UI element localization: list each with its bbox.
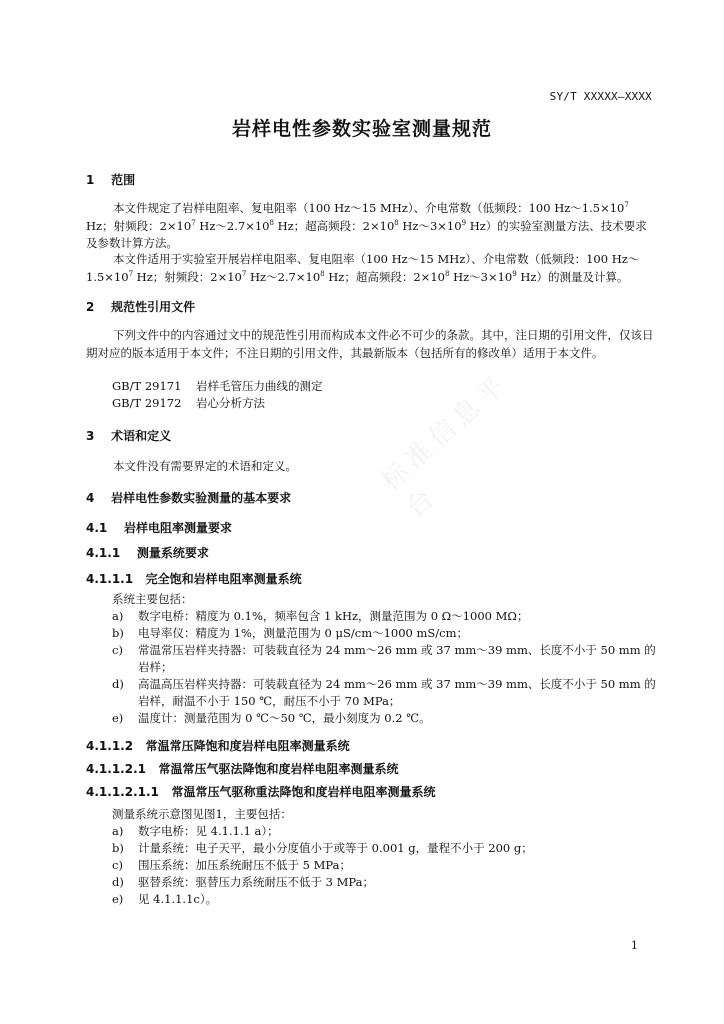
- section-title: 测量系统要求: [136, 546, 209, 560]
- section-4-1-1-heading: [86, 544, 209, 561]
- superscript: 8: [394, 218, 399, 227]
- list-marker: a): [112, 609, 124, 623]
- list-marker: e): [112, 892, 124, 906]
- section-number: 4.1.1: [86, 546, 121, 560]
- section-number: 4.1.1.2.1.1: [86, 785, 159, 799]
- text-run: Hz；射频段：2×10: [86, 218, 192, 233]
- list-item: [112, 710, 660, 727]
- standard-code: SY/T XXXXX—XXXX: [549, 90, 652, 103]
- section-4-1-1-2-heading: [86, 737, 350, 754]
- terms-paragraph: 本文件没有需要界定的术语和定义。: [113, 459, 297, 473]
- list-item-text: 计量系统：电子天平，最小分度值小于或等于 0.001 g，量程不小于 200 g；: [138, 841, 533, 855]
- reference-code: GB/T 29171: [112, 379, 182, 393]
- list-item-text: 围压系统：加压系统耐压不低于 5 MPa；: [138, 858, 351, 872]
- section-number: 4.1: [86, 521, 108, 535]
- list-item-text: 温度计：测量范围为 0 ℃～50 ℃，最小刻度为 0.2 ℃。: [138, 711, 431, 725]
- section-4-1-1-1-heading: [86, 570, 302, 587]
- list-item-text: 见 4.1.1.1c）。: [138, 892, 218, 906]
- list-item: [112, 840, 660, 857]
- section-number: 4: [86, 491, 95, 505]
- list-item: [112, 676, 660, 710]
- section-number: 4.1.1.1: [86, 572, 134, 586]
- page-number: 1: [631, 939, 638, 952]
- text-run: Hz～2.7×10: [195, 218, 270, 233]
- list-marker: e): [112, 711, 124, 725]
- normative-references-paragraph: 下列文件中的内容通过文中的规范性引用而构成本文件必不可少的条款。其中，注日期的引用文件，仅该日期对应的版本适用于本文件；不注日期的引用文件，其最新版本（包括所有的修改单）适用于本文件。: [86, 328, 654, 360]
- reference-title: 岩心分析方法: [196, 396, 266, 410]
- superscript: 9: [461, 218, 467, 227]
- superscript: 7: [624, 201, 629, 209]
- list-intro: 测量系统示意图见图1，主要包括：: [112, 807, 292, 821]
- superscript: 9: [512, 269, 517, 278]
- list-item-text: 数字电桥：精度为 0.1%，频率包含 1 kHz，测量范围为 0 Ω～1000 MΩ；: [138, 609, 529, 623]
- text-run: Hz～3×10: [398, 218, 462, 233]
- section-number: 1: [86, 173, 95, 187]
- list-item: [112, 608, 660, 625]
- list-item-text: 常温常压岩样夹持器：可装载直径为 24 mm～26 mm 或 37 mm～39 mm、长度不小于 50 mm 的岩样；: [138, 643, 656, 674]
- superscript: 8: [269, 218, 274, 227]
- reference-item: [112, 378, 323, 394]
- list-marker: d): [112, 875, 124, 889]
- section-3-heading: [86, 427, 171, 444]
- section-number: 4.1.1.2.1: [86, 762, 146, 776]
- section-number: 3: [86, 429, 95, 443]
- list-item: [112, 642, 660, 676]
- section-4-heading: [86, 489, 291, 506]
- section-title: 常温常压气驱法降饱和度岩样电阻率测量系统: [158, 762, 399, 776]
- list-item: [112, 874, 660, 891]
- list-item: [112, 823, 660, 840]
- reference-title: 岩样毛管压力曲线的测定: [196, 379, 323, 393]
- text-run: Hz）的实验室测量方法、技术要求及参数计算方法。: [86, 218, 647, 250]
- watermark: 标准信息平台: [376, 367, 516, 525]
- section-title: 常温常压降饱和度岩样电阻率测量系统: [145, 739, 350, 753]
- superscript: 7: [191, 218, 196, 227]
- list-marker: c): [112, 643, 123, 657]
- text-run: Hz；射频段：2×10: [133, 269, 242, 284]
- scope-paragraph-2: [86, 251, 658, 286]
- section-title: 术语和定义: [111, 429, 172, 443]
- text-run: Hz；超高频段：2×10: [324, 269, 445, 284]
- section-title: 规范性引用文件: [111, 300, 196, 314]
- superscript: 7: [241, 269, 247, 278]
- section-number: 2: [86, 300, 95, 314]
- list-item: [112, 857, 660, 874]
- section-1-heading: [86, 171, 135, 188]
- list-marker: c): [112, 858, 123, 872]
- list-item: [112, 891, 660, 908]
- list-item-text: 电导率仪：精度为 1%，测量范围为 0 μS/cm～1000 mS/cm；: [138, 626, 469, 640]
- section-number: 4.1.1.2: [86, 739, 134, 753]
- reference-code: GB/T 29172: [112, 396, 182, 410]
- section-title: 岩样电性参数实验测量的基本要求: [111, 491, 292, 505]
- list-intro: 系统主要包括：: [112, 592, 193, 606]
- list-item-text: 数字电桥：见 4.1.1.1 a）；: [138, 824, 279, 838]
- section-title: 完全饱和岩样电阻率测量系统: [145, 572, 302, 586]
- list-marker: b): [112, 626, 124, 640]
- list-marker: d): [112, 677, 124, 691]
- text-run: Hz～2.7×10: [246, 269, 321, 284]
- list-marker: a): [112, 824, 124, 838]
- superscript: 8: [444, 269, 450, 278]
- scope-paragraph-1: [86, 200, 658, 253]
- section-2-heading: [86, 298, 195, 315]
- text-run: 本文件规定了岩样电阻率、复电阻率（100 Hz～15 MHz）、介电常数（低频段：100 Hz～1.5×10: [113, 201, 625, 215]
- list-item-text: 高温高压岩样夹持器：可装载直径为 24 mm～26 mm 或 37 mm～39 mm、长度不小于 50 mm 的岩样，耐温不小于 150 ℃，耐压不小于 70 MPa；: [138, 677, 656, 708]
- section-4-1-1-2-1-1-heading: [86, 783, 435, 800]
- section-4-1-heading: [86, 519, 232, 536]
- list-item-text: 驱替系统：驱替压力系统耐压不低于 3 MPa；: [138, 875, 374, 889]
- section-4-1-1-2-1-heading: [86, 760, 399, 777]
- text-run: Hz；超高频段：2×10: [273, 218, 395, 233]
- superscript: 8: [320, 269, 325, 278]
- text-run: 本文件适用于实验室开展岩样电阻率、复电阻率（100 Hz～15 MHz）、介电常数（低频段：100 Hz～1.5×10: [86, 252, 640, 284]
- text-run: Hz～3×10: [449, 269, 513, 284]
- section-title: 范围: [111, 173, 136, 187]
- reference-item: [112, 395, 265, 411]
- list-item: [112, 625, 660, 642]
- section-title: 岩样电阻率测量要求: [123, 521, 232, 535]
- superscript: 7: [128, 269, 134, 278]
- list-marker: b): [112, 841, 124, 855]
- text-run: Hz）的测量及计算。: [516, 269, 629, 284]
- section-title: 常温常压气驱称重法降饱和度岩样电阻率测量系统: [171, 785, 436, 799]
- document-title: 岩样电性参数实验室测量规范: [231, 118, 492, 140]
